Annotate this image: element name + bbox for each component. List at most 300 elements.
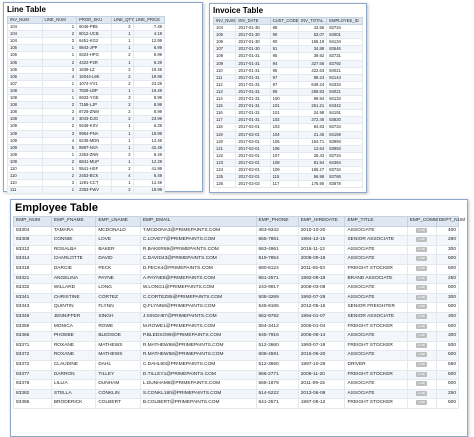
- column-header[interactable]: INV_TOTAL: [298, 18, 326, 25]
- table-row[interactable]: [214, 74, 363, 81]
- table-cell: JENNIFFER: [51, 312, 96, 322]
- table-cell: 19.99: [133, 187, 164, 194]
- table-cell: LILLIA: [51, 380, 96, 390]
- table-row[interactable]: [8, 80, 165, 87]
- table-cell: LONG: [96, 284, 141, 294]
- table-cell: 9964-PNA: [77, 130, 112, 137]
- table-cell: 106: [8, 52, 43, 59]
- table-cell: 6841-MUP: [77, 158, 112, 165]
- table-cell: 1: [111, 31, 133, 38]
- table-cell: 83993: [327, 138, 363, 145]
- table-row[interactable]: [14, 293, 459, 303]
- table-cell: 3: [42, 38, 77, 45]
- table-cell: ROSALBA: [51, 245, 96, 255]
- table-row[interactable]: [14, 245, 459, 255]
- table-cell: 83321: [14, 274, 52, 284]
- table-cell: 109: [214, 60, 236, 67]
- table-cell: 2453-ZNN: [77, 151, 112, 158]
- table-cell: 2017-02-01: [236, 138, 270, 145]
- table-row[interactable]: [14, 312, 459, 322]
- table-cell: 83385: [14, 399, 52, 409]
- table-cell: 84159: [327, 131, 363, 138]
- table-cell: 41.99: [133, 165, 164, 172]
- table-row[interactable]: [14, 284, 459, 294]
- table-cell: R.MATHEW68@PRIMEPAINTS.COM: [140, 341, 256, 351]
- table-row[interactable]: [14, 389, 459, 399]
- table-cell: 300: [436, 332, 458, 342]
- table-row[interactable]: [8, 144, 165, 151]
- table-row[interactable]: [14, 226, 459, 236]
- table-cell: 91: [270, 46, 298, 53]
- table-row[interactable]: [214, 67, 363, 74]
- table-cell: 101: [270, 103, 298, 110]
- table-cell: 19.99: [133, 73, 164, 80]
- table-row[interactable]: [214, 110, 363, 117]
- table-cell: 90: [270, 32, 298, 39]
- table-cell: 8.49: [133, 151, 164, 158]
- table-row[interactable]: [214, 32, 363, 39]
- table-cell: 2017-02-02: [236, 181, 270, 188]
- table-cell: 43.56: [298, 25, 326, 32]
- table-cell: 105: [214, 32, 236, 39]
- table-row[interactable]: [8, 187, 165, 194]
- table-cell: 123: [214, 159, 236, 166]
- table-cell: 83366: [14, 332, 52, 342]
- table-cell: 1: [42, 187, 77, 194]
- table-cell: 1: [111, 59, 133, 66]
- table-row[interactable]: [8, 116, 165, 123]
- table-cell: 400: [436, 226, 458, 236]
- table-cell: 94: [270, 60, 298, 67]
- table-row[interactable]: [8, 73, 165, 80]
- table-cell: 101: [270, 110, 298, 117]
- table-cell: 2453-BCK: [77, 173, 112, 180]
- table-cell: CONNIE: [51, 236, 96, 246]
- table-cell: W.LONG1@PRIMEPAINTS.COM: [140, 284, 256, 294]
- table-row[interactable]: [214, 152, 363, 159]
- table-cell: 512-3660: [256, 360, 298, 370]
- table-cell: 12.99: [133, 38, 164, 45]
- table-row[interactable]: [8, 165, 165, 172]
- table-cell: 1838-LZ: [77, 66, 112, 73]
- table-cell: 154.71: [298, 138, 326, 145]
- table-row[interactable]: [8, 95, 165, 102]
- table-cell: 108: [8, 95, 43, 102]
- table-cell: 2017-02-01: [236, 152, 270, 159]
- table-cell: 6.29: [133, 123, 164, 130]
- table-cell: 83734: [327, 152, 363, 159]
- table-row[interactable]: [214, 174, 363, 181]
- table-row[interactable]: [14, 322, 459, 332]
- table-cell: 1: [111, 87, 133, 94]
- table-cell: SENIOR ASSOCIATE: [345, 312, 407, 322]
- table-cell: 1074-VV1: [77, 80, 112, 87]
- table-cell: 2: [42, 31, 77, 38]
- table-cell: ANGELINA: [51, 274, 96, 284]
- table-cell: 1994-01-07: [298, 312, 345, 322]
- table-cell: 2017-01-30: [236, 25, 270, 32]
- table-cell: 2: [111, 73, 133, 80]
- table-cell: [407, 226, 436, 236]
- table-cell: 106: [8, 66, 43, 73]
- null-badge: (null): [418, 381, 426, 386]
- table-cell: 84191: [327, 110, 363, 117]
- table-cell: 2: [111, 151, 133, 158]
- table-cell: 663-4961: [256, 245, 298, 255]
- table-row[interactable]: [14, 274, 459, 284]
- table-row[interactable]: [214, 46, 363, 53]
- table-cell: 2017-01-30: [236, 46, 270, 53]
- table-cell: M.ROWE1@PRIMEPAINTS.COM: [140, 322, 256, 332]
- table-cell: 1: [111, 38, 133, 45]
- column-header[interactable]: EMP_LNAME: [96, 217, 141, 227]
- table-row[interactable]: [214, 88, 363, 95]
- table-cell: C.DAVID43@PRIMEPAINTS.COM: [140, 255, 256, 265]
- table-cell: 453-9342: [256, 226, 298, 236]
- table-cell: 121: [214, 145, 236, 152]
- table-cell: C.DAHL90@PRIMEPAINTS.COM: [140, 360, 256, 370]
- table-cell: 83792: [327, 60, 363, 67]
- table-row[interactable]: [14, 380, 459, 390]
- table-cell: MCDONALD: [96, 226, 141, 236]
- table-row[interactable]: [214, 131, 363, 138]
- table-row[interactable]: [214, 145, 363, 152]
- table-cell: 15044-L8K: [77, 73, 112, 80]
- table-cell: 2017-02-01: [236, 159, 270, 166]
- table-cell: 6451-KG2: [77, 38, 112, 45]
- table-cell: 115: [270, 174, 298, 181]
- table-cell: 2: [111, 165, 133, 172]
- table-cell: 2017-02-01: [236, 131, 270, 138]
- table-cell: 117: [214, 117, 236, 124]
- table-cell: 84342: [327, 103, 363, 110]
- table-row[interactable]: [214, 81, 363, 88]
- column-header[interactable]: INV_NUM: [8, 17, 43, 24]
- table-cell: [407, 399, 436, 409]
- table-cell: 106: [214, 39, 236, 46]
- table-cell: 2017-01-31: [236, 53, 270, 60]
- table-cell: DUNHAM: [96, 380, 141, 390]
- table-cell: 2005-01-04: [298, 322, 345, 332]
- table-cell: 84134: [327, 96, 363, 103]
- column-header[interactable]: EMP_FNAME: [51, 217, 96, 227]
- table-row[interactable]: [8, 31, 165, 38]
- table-row[interactable]: [14, 236, 459, 246]
- table-row[interactable]: [8, 102, 165, 109]
- table-row[interactable]: [214, 159, 363, 166]
- table-cell: 9446-KSV: [77, 123, 112, 130]
- table-cell: MONICA: [51, 322, 96, 332]
- table-cell: 110: [214, 67, 236, 74]
- table-cell: 8997-NVA: [77, 144, 112, 151]
- table-row[interactable]: [214, 25, 363, 32]
- table-row[interactable]: [8, 173, 165, 180]
- column-header[interactable]: EMP_COMM: [407, 217, 436, 227]
- table-row[interactable]: [14, 360, 459, 370]
- table-row[interactable]: [8, 130, 165, 137]
- table-row[interactable]: [8, 158, 165, 165]
- table-cell: 1: [42, 87, 77, 94]
- table-cell: 649.24: [298, 81, 326, 88]
- table-cell: 8726-ZNM: [77, 109, 112, 116]
- table-cell: ASSOCIATE: [345, 245, 407, 255]
- table-cell: 19.99: [133, 130, 164, 137]
- table-cell: 2010-10-20: [298, 226, 345, 236]
- table-row[interactable]: [214, 53, 363, 60]
- table-row[interactable]: [214, 117, 363, 124]
- employee-table: [13, 216, 466, 409]
- table-cell: ASSOCIATE: [345, 284, 407, 294]
- table-cell: STELLA: [51, 389, 96, 399]
- table-cell: CHARLOTTE: [51, 255, 96, 265]
- table-row[interactable]: [8, 24, 165, 31]
- null-badge: (null): [418, 313, 426, 318]
- table-cell: Q.FLYNN8@PRIMEPAINTS.COM: [140, 303, 256, 313]
- table-cell: 500: [436, 380, 458, 390]
- table-cell: [407, 255, 436, 265]
- table-cell: 3: [111, 95, 133, 102]
- table-row[interactable]: [8, 66, 165, 73]
- table-cell: 500: [436, 322, 458, 332]
- column-header[interactable]: EMP_PHONE: [256, 217, 298, 227]
- table-row[interactable]: [214, 166, 363, 173]
- column-header[interactable]: INV_DATE: [236, 18, 270, 25]
- table-row[interactable]: [214, 96, 363, 103]
- table-cell: 109: [8, 130, 43, 137]
- table-cell: 12.29: [133, 158, 164, 165]
- null-badge: (null): [418, 304, 426, 309]
- table-cell: 2: [42, 173, 77, 180]
- table-row[interactable]: [214, 60, 363, 67]
- table-row[interactable]: [14, 303, 459, 313]
- table-cell: 2008-09-18: [298, 255, 345, 265]
- column-header[interactable]: LINE_QTY: [111, 17, 133, 24]
- table-cell: 7.49: [133, 24, 164, 31]
- column-header[interactable]: INV_NUM: [214, 18, 236, 25]
- table-row[interactable]: [14, 341, 459, 351]
- table-row[interactable]: [14, 370, 459, 380]
- table-cell: ROXANE: [51, 341, 96, 351]
- table-cell: 3: [42, 130, 77, 137]
- table-cell: 1: [111, 130, 133, 137]
- table-cell: 106: [270, 145, 298, 152]
- invoice-table-title: Invoice Table: [213, 6, 264, 15]
- table-cell: 104: [8, 31, 43, 38]
- table-cell: 2: [42, 59, 77, 66]
- table-cell: 2: [111, 66, 133, 73]
- table-cell: ASSOCIATE: [345, 332, 407, 342]
- table-cell: 651-2571: [256, 274, 298, 284]
- table-cell: 83314: [14, 255, 52, 265]
- table-cell: 111: [8, 187, 43, 194]
- table-cell: FREIGHT STOCKER: [345, 341, 407, 351]
- table-row[interactable]: [8, 109, 165, 116]
- table-cell: 83372: [14, 360, 52, 370]
- table-cell: 680-6124: [256, 264, 298, 274]
- table-cell: 109: [8, 123, 43, 130]
- table-cell: QUINTIN: [51, 303, 96, 313]
- table-cell: 83359: [14, 322, 52, 332]
- table-cell: 109: [8, 137, 43, 144]
- null-badge: (null): [418, 294, 426, 299]
- table-cell: 12.49: [133, 180, 164, 187]
- column-header[interactable]: EMP_HIREDATE: [298, 217, 345, 227]
- table-cell: [407, 274, 436, 284]
- table-cell: 83304: [14, 226, 52, 236]
- table-cell: 250: [436, 389, 458, 399]
- column-header[interactable]: LINE_PRICE: [133, 17, 164, 24]
- table-cell: J.SINGH87@PRIMEPAINTS.COM: [140, 312, 256, 322]
- invoice-table: [213, 17, 363, 188]
- table-cell: 26.43: [298, 152, 326, 159]
- table-cell: 16.49: [133, 87, 164, 94]
- null-badge: (null): [418, 342, 426, 347]
- table-cell: CLAUDINE: [51, 360, 96, 370]
- table-cell: 108: [8, 102, 43, 109]
- table-cell: ROWE: [96, 322, 141, 332]
- table-row[interactable]: [214, 181, 363, 188]
- table-cell: 512-3660: [256, 341, 298, 351]
- table-cell: 83343: [14, 303, 52, 313]
- column-header[interactable]: CUST_CODE: [270, 18, 298, 25]
- table-cell: [407, 303, 436, 313]
- table-cell: 104: [270, 131, 298, 138]
- table-cell: S.CONKL180@PRIMEPAINTS.COM: [140, 389, 256, 399]
- table-cell: 608-4591: [256, 351, 298, 361]
- table-cell: SINGH: [96, 312, 141, 322]
- table-row[interactable]: [14, 351, 459, 361]
- table-cell: 81.94: [298, 159, 326, 166]
- table-cell: 64.83: [298, 124, 326, 131]
- table-row[interactable]: [8, 52, 165, 59]
- table-cell: 124: [214, 166, 236, 173]
- table-cell: 1: [42, 52, 77, 59]
- table-cell: 2017-01-30: [236, 39, 270, 46]
- column-header[interactable]: DEPT_NUM: [436, 217, 458, 227]
- column-header[interactable]: EMP_EMAIL: [140, 217, 256, 227]
- table-cell: TAMARA: [51, 226, 96, 236]
- table-cell: 1993-07-19: [298, 341, 345, 351]
- table-cell: DARRON: [51, 370, 96, 380]
- table-cell: 103: [270, 124, 298, 131]
- table-cell: 8.99: [133, 95, 164, 102]
- table-row[interactable]: [8, 38, 165, 45]
- table-cell: 34.88: [298, 46, 326, 53]
- column-header[interactable]: LINE_NUM: [42, 17, 77, 24]
- table-row[interactable]: [8, 123, 165, 130]
- table-cell: 4: [42, 73, 77, 80]
- table-cell: 2017-02-01: [236, 145, 270, 152]
- table-cell: 12.49: [133, 137, 164, 144]
- null-badge: (null): [418, 371, 426, 376]
- column-header[interactable]: PROD_SKU: [77, 17, 112, 24]
- table-cell: 42.49: [133, 144, 164, 151]
- table-cell: 12.64: [298, 145, 326, 152]
- table-row[interactable]: [214, 124, 363, 131]
- table-row[interactable]: [8, 45, 165, 52]
- table-cell: C.LOVE77@PRIMEPAINTS.COM: [140, 236, 256, 246]
- table-cell: 24.98: [298, 110, 326, 117]
- table-cell: 550: [436, 360, 458, 370]
- table-cell: 3: [42, 180, 77, 187]
- table-cell: [407, 370, 436, 380]
- table-cell: 327.66: [298, 60, 326, 67]
- null-badge: (null): [418, 352, 426, 357]
- table-cell: 83382: [14, 389, 52, 399]
- null-badge: (null): [418, 256, 426, 261]
- table-row[interactable]: [14, 264, 459, 274]
- table-cell: 665-7861: [256, 236, 298, 246]
- table-row[interactable]: [214, 138, 363, 145]
- table-cell: TILLEY: [96, 370, 141, 380]
- null-badge: (null): [418, 275, 426, 280]
- table-cell: 107: [214, 46, 236, 53]
- null-badge: (null): [418, 361, 426, 366]
- table-cell: 90: [270, 39, 298, 46]
- table-row[interactable]: [8, 180, 165, 187]
- table-cell: 118: [214, 124, 236, 131]
- table-row[interactable]: [14, 399, 459, 409]
- column-header[interactable]: EMP_TITLE: [345, 217, 407, 227]
- table-cell: R.MATHEW58@PRIMEPAINTS.COM: [140, 351, 256, 361]
- table-row[interactable]: [14, 332, 459, 342]
- table-cell: 9324-HPG: [77, 52, 112, 59]
- table-row[interactable]: [214, 39, 363, 46]
- table-cell: D.TILLEY1@PRIMEPAINTS.COM: [140, 370, 256, 380]
- table-row[interactable]: [8, 137, 165, 144]
- table-row[interactable]: [8, 59, 165, 66]
- table-cell: 111: [214, 74, 236, 81]
- table-cell: 1: [42, 151, 77, 158]
- table-cell: R.BAKER69@PRIMEPAINTS.COM: [140, 245, 256, 255]
- table-cell: 1: [111, 123, 133, 130]
- table-cell: 2008-11-20: [298, 370, 345, 380]
- table-row[interactable]: [8, 87, 165, 94]
- table-cell: 4: [42, 116, 77, 123]
- table-cell: 1992-09-18: [298, 274, 345, 284]
- table-cell: 122: [214, 152, 236, 159]
- table-cell: SENIOR ASSOCIATE: [345, 236, 407, 246]
- table-cell: 1: [111, 144, 133, 151]
- table-cell: 372.46: [298, 117, 326, 124]
- table-cell: 243-9917: [256, 284, 298, 294]
- table-cell: 2353-FWV: [77, 187, 112, 194]
- table-cell: 83332: [14, 284, 52, 294]
- table-cell: [407, 236, 436, 246]
- table-cell: 6046-PB5: [77, 24, 112, 31]
- table-row[interactable]: [14, 255, 459, 265]
- table-cell: 83766: [327, 174, 363, 181]
- table-cell: 95: [270, 67, 298, 74]
- table-cell: 165.19: [298, 39, 326, 46]
- table-row[interactable]: [214, 103, 363, 110]
- table-cell: 100: [270, 96, 298, 103]
- table-cell: [407, 293, 436, 303]
- column-header[interactable]: EMPLOYEE_ID: [327, 18, 363, 25]
- table-cell: ASSOCIATE: [345, 255, 407, 265]
- table-row[interactable]: [8, 151, 165, 158]
- null-badge: (null): [418, 390, 426, 395]
- table-cell: 2017-01-30: [236, 32, 270, 39]
- table-cell: 1: [42, 95, 77, 102]
- table-cell: 113: [214, 88, 236, 95]
- table-cell: 83312: [14, 245, 52, 255]
- table-cell: 83993: [327, 145, 363, 152]
- column-header[interactable]: EMP_NUM: [14, 217, 52, 227]
- table-cell: 2017-01-31: [236, 74, 270, 81]
- table-cell: 2017-01-31: [236, 103, 270, 110]
- table-cell: 83734: [327, 166, 363, 173]
